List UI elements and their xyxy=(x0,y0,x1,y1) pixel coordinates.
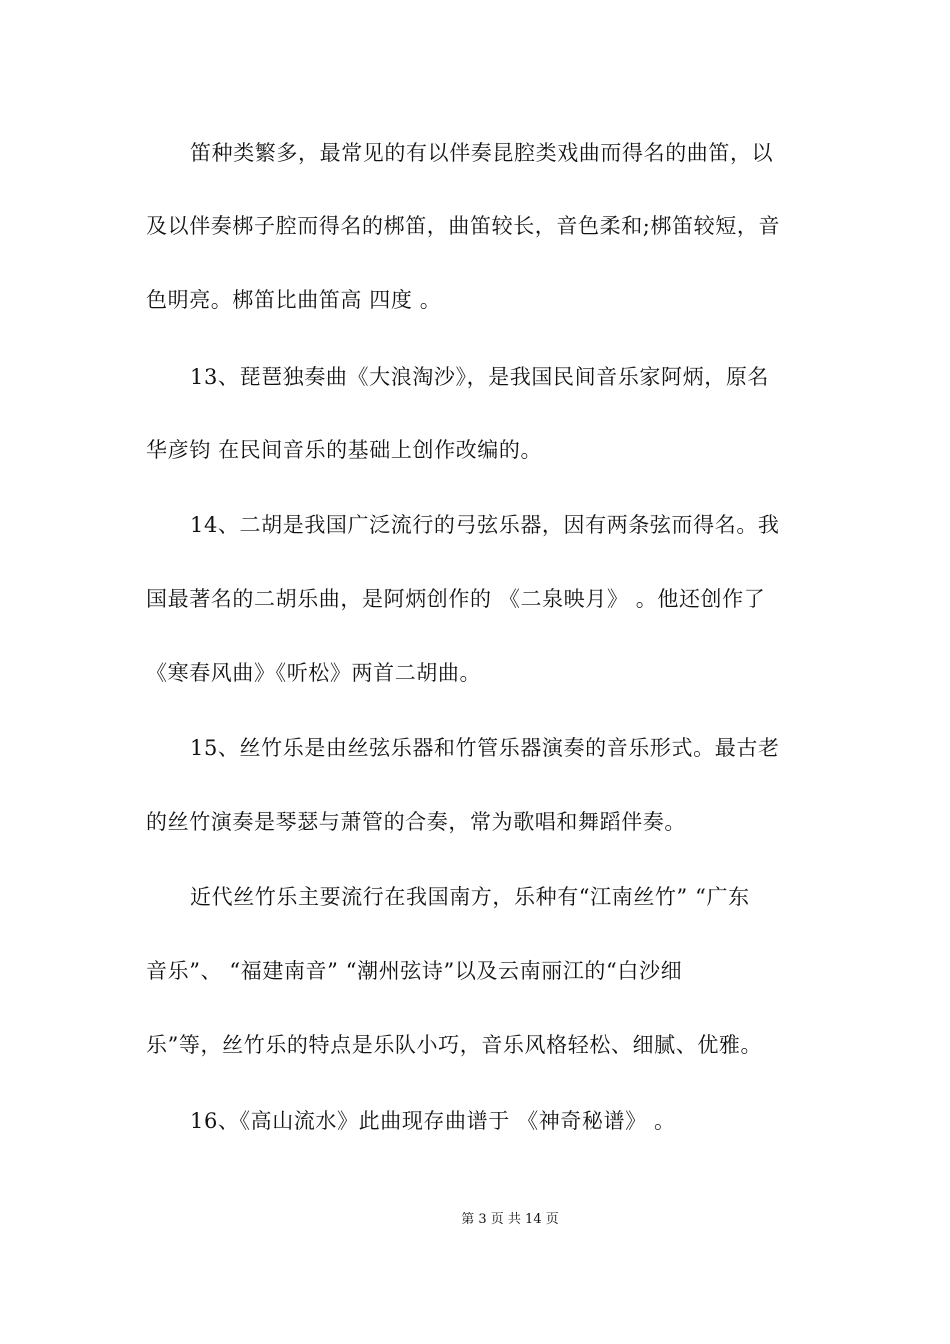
paragraph-5-line-3: 乐”等，丝竹乐的特点是乐队小巧，音乐风格轻松、细腻、优雅。 xyxy=(146,1033,763,1057)
paragraph-3-line-2: 国最著名的二胡乐曲，是阿炳创作的 《二泉映月》 。他还创作了 xyxy=(146,587,766,611)
page-number-footer: 第 3 页 共 14 页 xyxy=(461,1212,559,1227)
paragraph-2-line-1: 13、琵琶独奏曲《大浪淘沙》，是我国民间音乐家阿炳，原名 xyxy=(190,365,770,389)
paragraph-1-line-3: 色明亮。梆笛比曲笛高 四度 。 xyxy=(146,288,442,312)
paragraph-5-line-1: 近代丝竹乐主要流行在我国南方，乐种有“江南丝竹” “广东 xyxy=(190,885,750,909)
paragraph-4-line-1: 15、丝竹乐是由丝弦乐器和竹管乐器演奏的音乐形式。最古老 xyxy=(190,736,780,760)
paragraph-1-line-1: 笛种类繁多，最常见的有以伴奏昆腔类戏曲而得名的曲笛，以 xyxy=(190,141,774,165)
paragraph-3-line-3: 《寒春风曲》《听松》两首二胡曲。 xyxy=(146,661,482,685)
paragraph-2-line-2: 华彦钧 在民间音乐的基础上创作改编的。 xyxy=(146,438,543,462)
paragraph-4-line-2: 的丝竹演奏是琴瑟与萧管的合奏，常为歌唱和舞蹈伴奏。 xyxy=(146,810,686,834)
paragraph-1-line-2: 及以伴奏梆子腔而得名的梆笛，曲笛较长，音色柔和;梆笛较短，音 xyxy=(146,214,781,238)
paragraph-3-line-1: 14、二胡是我国广泛流行的弓弦乐器，因有两条弦而得名。我 xyxy=(190,513,780,537)
paragraph-6-line-1: 16、《高山流水》此曲现存曲谱于 《神奇秘谱》 。 xyxy=(190,1109,676,1133)
paragraph-5-line-2: 音乐”、 “福建南音” “潮州弦诗”以及云南丽江的“白沙细 xyxy=(146,959,683,983)
